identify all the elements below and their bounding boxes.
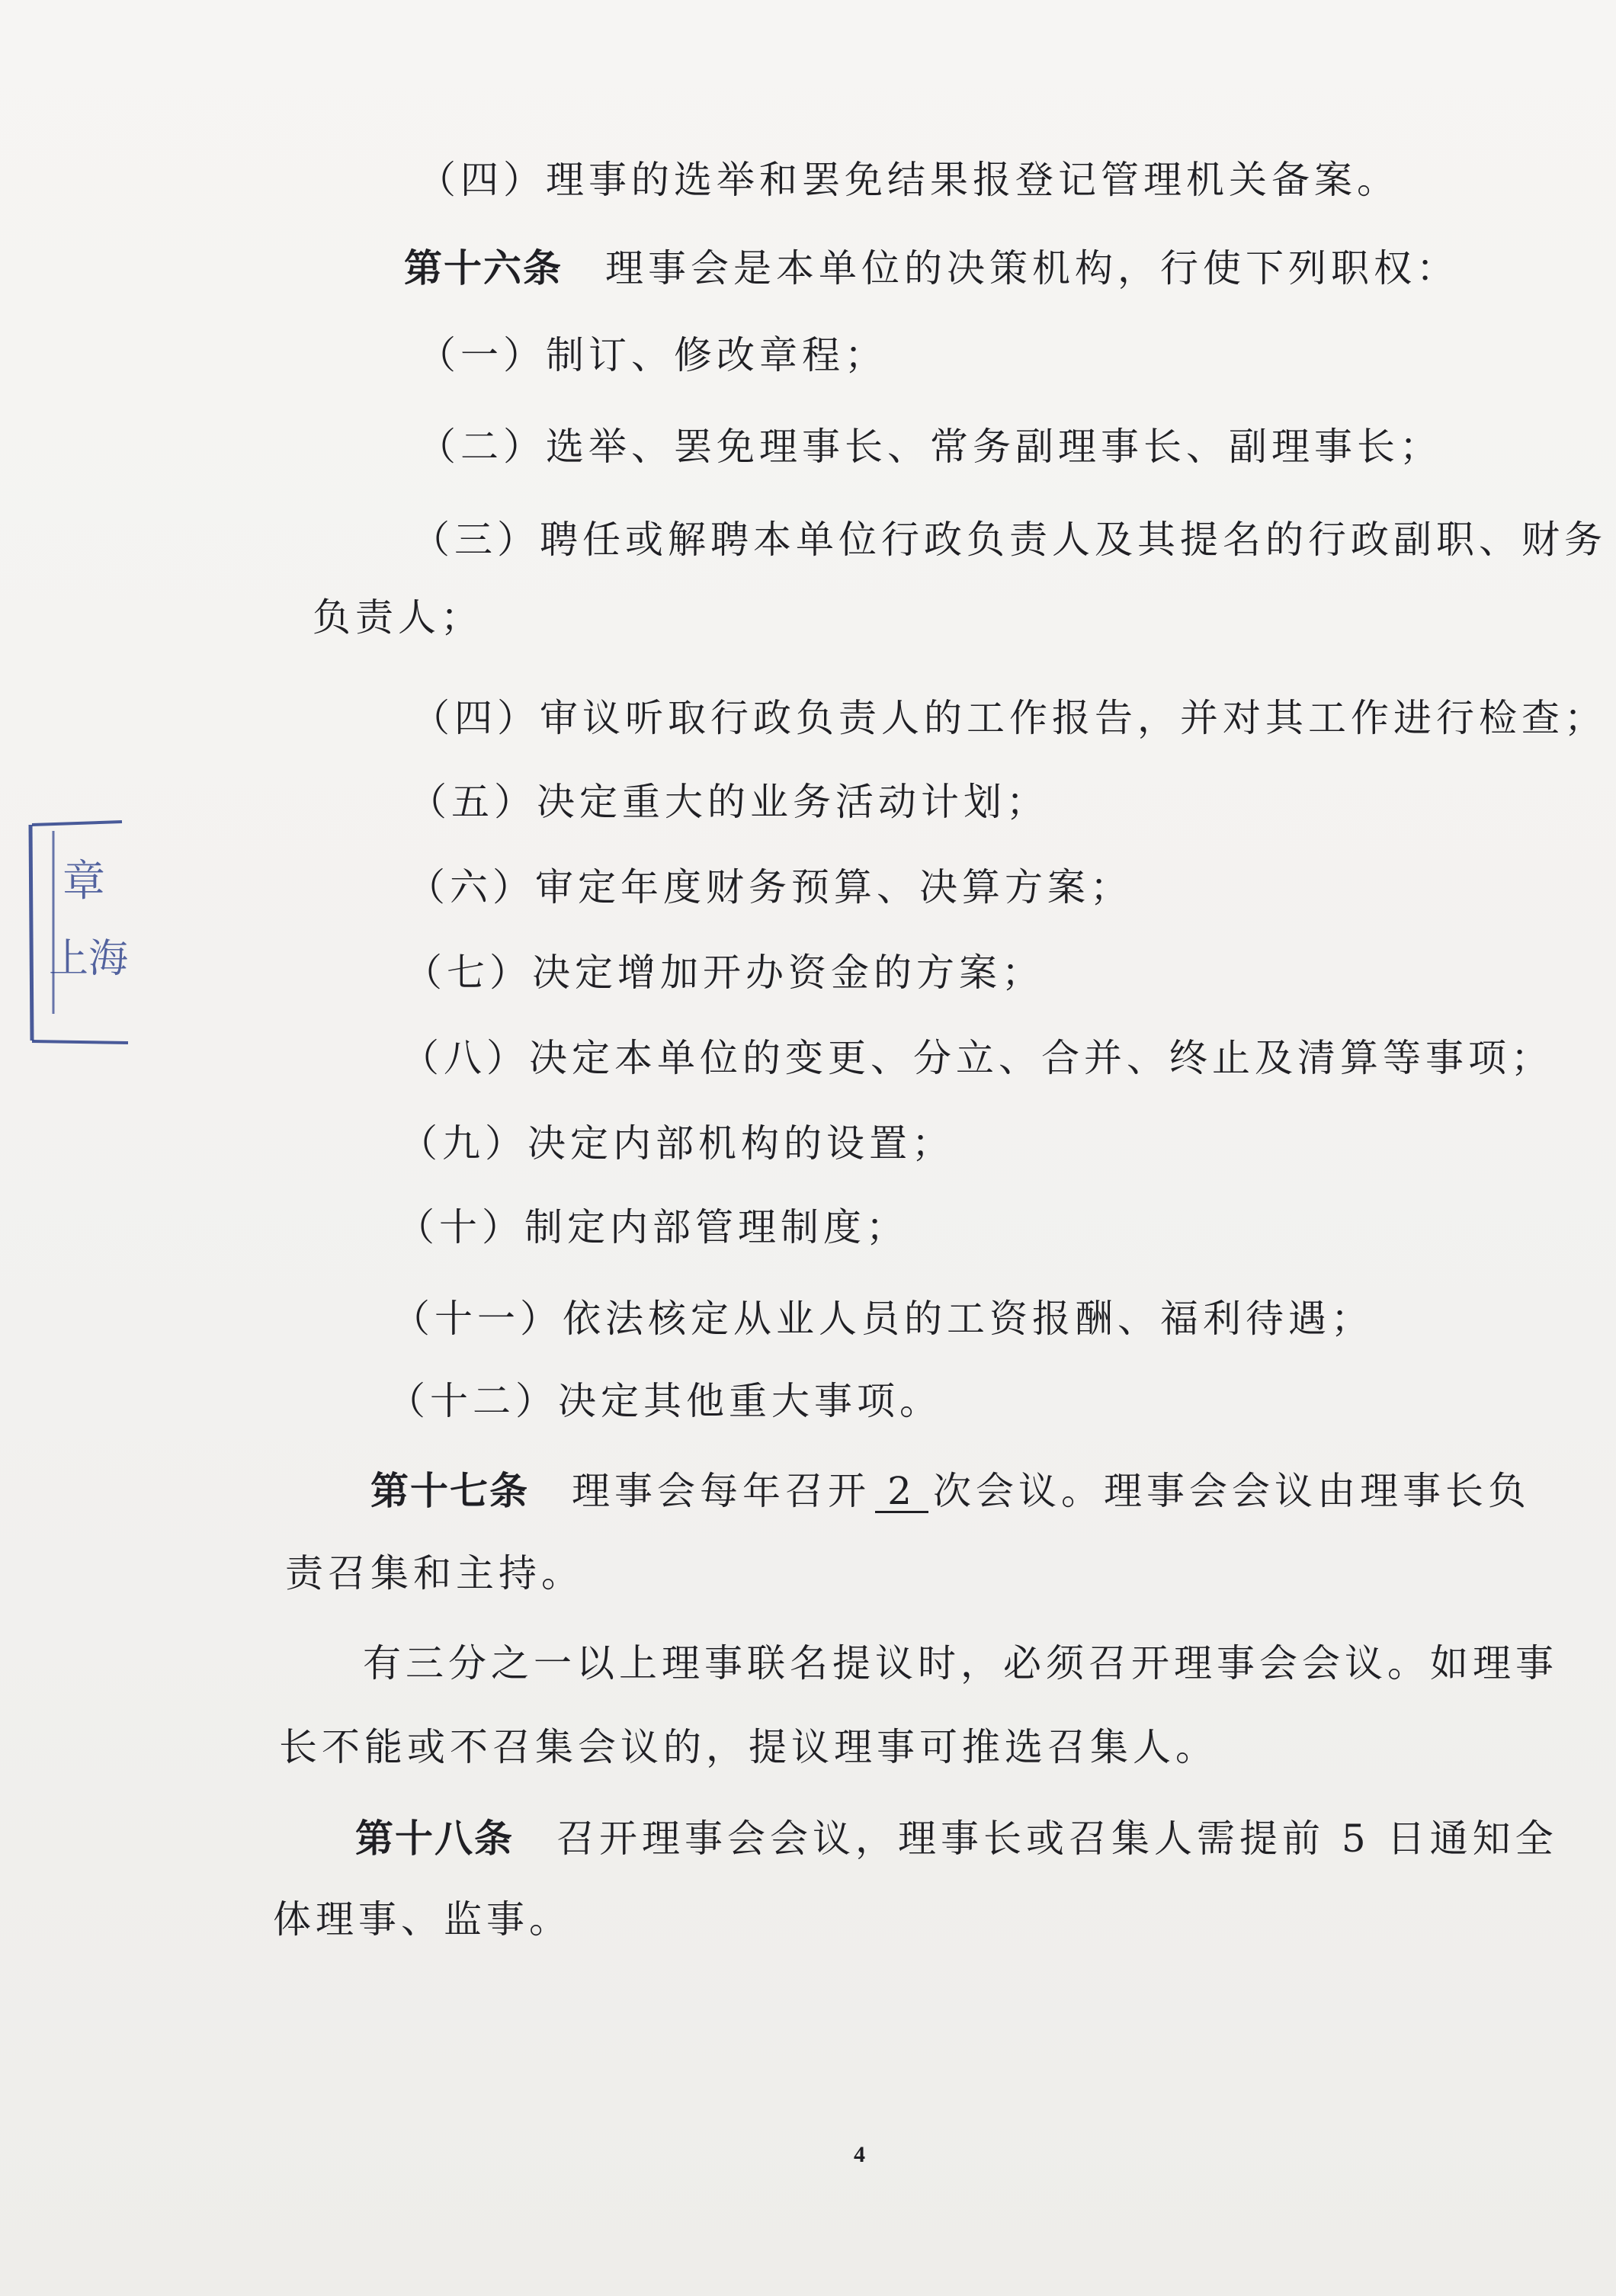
power-item-11: （十一）依法核定从业人员的工资报酬、福利待遇； (392, 1297, 1374, 1341)
power-item-2: （二）选举、罢免理事长、常务副理事长、副理事长； (418, 425, 1442, 469)
power-item-6: （六）审定年度财务预算、决算方案； (407, 865, 1133, 909)
special-meeting-continued: 长不能或不召集会议的，提议理事可推选召集人。 (279, 1725, 1218, 1769)
article-seventeen-line (370, 1468, 1531, 1514)
article-seventeen-continued: 责召集和主持。 (285, 1551, 584, 1595)
power-item-8: （八）决定本单位的变更、分立、合并、终止及清算等事项； (401, 1036, 1553, 1080)
stamp-char-bottom: 上海 (48, 936, 129, 982)
power-item-9: （九）决定内部机构的设置； (399, 1121, 954, 1166)
power-item-12: （十二）决定其他重大事项。 (387, 1379, 942, 1423)
article-eighteen-continued: 体理事、监事。 (273, 1897, 572, 1942)
stamp-char-top: 章 (63, 857, 105, 906)
clause-four-election-filing: （四）理事的选举和罢免结果报登记管理机关备案。 (418, 158, 1400, 202)
power-item-4: （四）审议听取行政负责人的工作报告，并对其工作进行检查； (412, 696, 1607, 740)
article-sixteen-text: 理事会是本单位的决策机构，行使下列职权： (605, 246, 1459, 290)
article-seventeen-label: 第十七条 (370, 1468, 529, 1513)
power-item-3-continued: 负责人； (313, 595, 483, 640)
special-meeting-paragraph: 有三分之一以上理事联名提议时，必须召开理事会会议。如理事 (363, 1641, 1558, 1685)
page-number: 4 (854, 2142, 865, 2167)
article-eighteen-text: 召开理事会会议，理事长或召集人需提前 5 日通知全 (556, 1817, 1558, 1861)
article-sixteen-heading-line (404, 245, 1459, 291)
power-item-7: （七）决定增加开办资金的方案； (404, 951, 1044, 995)
power-item-3: （三）聘任或解聘本单位行政负责人及其提名的行政副职、财务 (412, 518, 1607, 562)
meeting-count-blank: 2 (875, 1471, 928, 1513)
power-item-10: （十）制定内部管理制度； (396, 1205, 909, 1249)
article-sixteen-label: 第十六条 (404, 245, 563, 290)
power-item-5: （五）决定重大的业务活动计划； (409, 780, 1049, 824)
article-eighteen-label: 第十八条 (355, 1816, 514, 1861)
stamp-fragment (23, 816, 130, 1052)
article-eighteen-line (355, 1816, 1558, 1861)
article-seventeen-text-after: 次会议。理事会会议由理事长负 (933, 1469, 1531, 1513)
power-item-1: （一）制订、修改章程； (418, 333, 887, 377)
article-seventeen-text-before: 理事会每年召开 (572, 1469, 871, 1513)
